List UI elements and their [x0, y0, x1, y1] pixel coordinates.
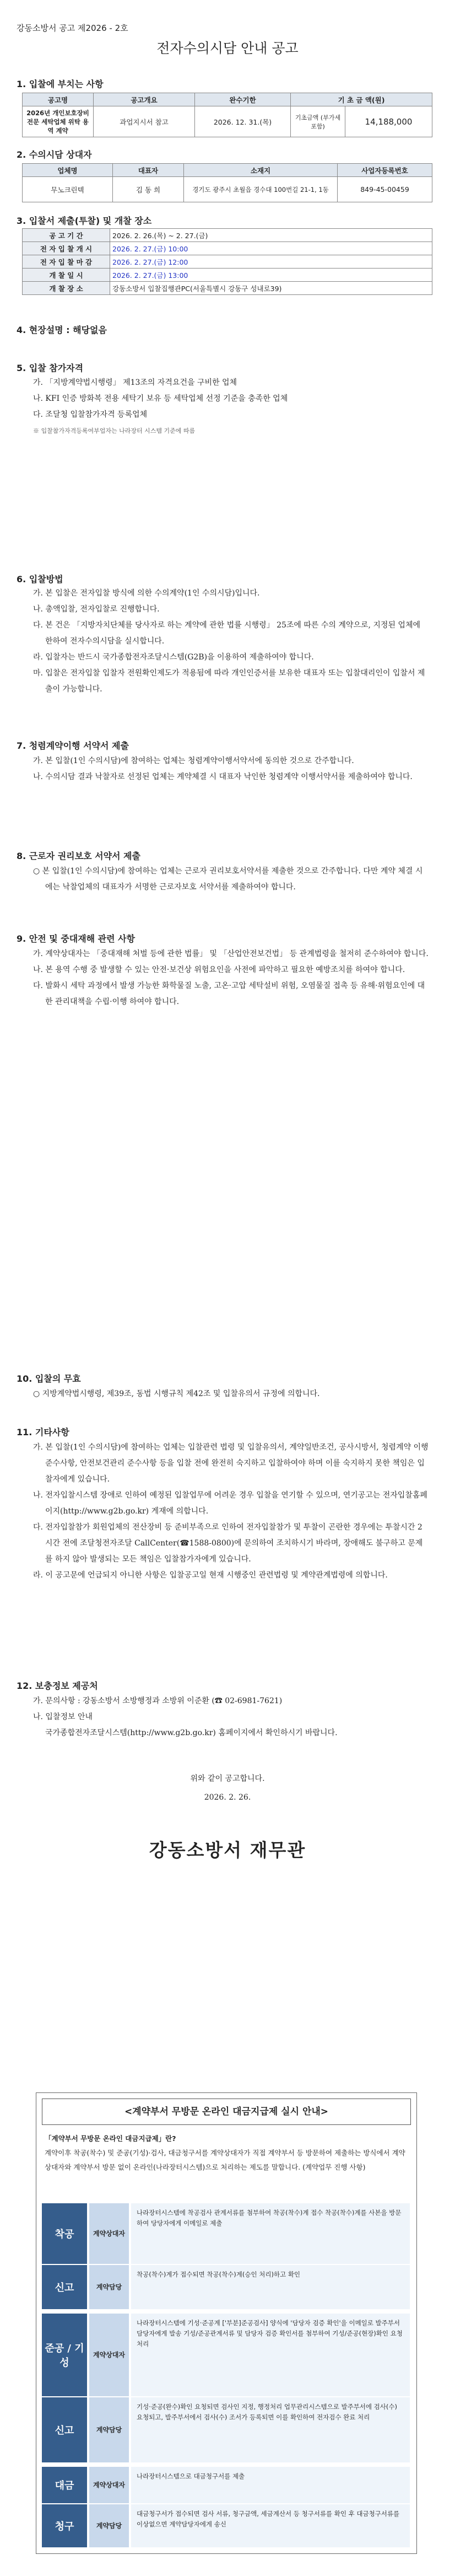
col-header: 소재지: [184, 164, 338, 177]
role-officer: 계약담당: [89, 2397, 129, 2462]
closing-statement: 위와 같이 공고합니다.: [190, 1774, 265, 1783]
role-contractor: 계약상대자: [89, 2467, 129, 2503]
section-10-heading: 10. 입찰의 무효: [17, 1373, 81, 1384]
col-header: 기 초 금 액(원): [291, 93, 432, 106]
payment-guide-title: <계약부서 무방문 온라인 대금지급제 실시 안내>: [42, 2099, 411, 2125]
category-payment: 대금: [42, 2467, 87, 2503]
section-4-heading: 4. 현장설명 : 해당없음: [17, 325, 107, 335]
section-8-body: [33, 863, 430, 895]
col-header: 완수기한: [195, 93, 291, 106]
payment-guide-box: [36, 2092, 417, 2554]
section-11-heading: 11. 기타사항: [17, 1427, 69, 1437]
section-9-heading: 9. 안전 및 중대재해 관련 사항: [17, 933, 136, 944]
section-9-body: [33, 946, 430, 1010]
section-7-heading: 7. 청렴계약이행 서약서 제출: [17, 740, 129, 751]
section-6-heading: 6. 입찰방법: [17, 574, 63, 584]
category-claim: 청구: [42, 2504, 87, 2547]
integrity-item: 나. 수의시담 결과 낙찰자로 선정된 업체는 계약체결 시 대표자 낙인한 청렴계약 이행서약서를 제출하여야 합니다.: [33, 772, 413, 781]
role-officer: 계약담당: [89, 2504, 129, 2547]
role-description: 나라장터시스템에 착공검사 관계서류를 첨부하여 착공(착수)계 접수 착공(착수)계를 사본을 방문하여 당당자에게 이메일로 제출: [131, 2203, 410, 2264]
col-header: 공고명: [23, 93, 94, 106]
ceo-name: 김 동 희: [113, 177, 184, 202]
method-item: 가. 본 입찰은 전자입찰 방식에 의한 수의계약(1인 수의시담)입니다.: [33, 589, 260, 598]
section-5-body: [33, 375, 430, 439]
amount-value: 14,188,000: [345, 106, 432, 137]
notice-number: 강동소방서 공고 제2026 - 2호: [17, 23, 128, 33]
col-header: 공고개요: [94, 93, 195, 106]
schedule-value: 강동소방서 입찰집행관PC(서울특별시 강동구 성내로39): [110, 282, 432, 295]
section-3-heading: 3. 입찰서 제출(투찰) 및 개찰 장소: [17, 216, 152, 226]
schedule-value: 2026. 2. 27.(금) 13:00: [110, 269, 432, 282]
role-contractor: 계약상대자: [89, 2203, 129, 2264]
schedule-table: [22, 228, 432, 295]
category-start: 착공: [42, 2203, 87, 2264]
category-report: 신고: [42, 2265, 87, 2309]
misc-item: 다. 전자입찰참가 회원업체의 전산장비 등 준비부족으로 인하여 전자입찰참가 및 투찰이 곤란한 경우에는 투찰시간 2시간 전에 조달청전자조달 CallCenter(☎1588-0800)에 문의하여 조치하시기 바라며, 장애해도 불구하고 문제를 하지 않아 발생되는 모든 책임은 입찰참가자에게 있습니다.: [33, 1523, 423, 1564]
info-item: 국가종합전자조달시스템(http://www.g2b.go.kr) 홈페이지에서 확인하시기 바랍니다.: [45, 1729, 338, 1737]
safety-item: 가. 계약상대자는 「중대재해 처벌 등에 관한 법률」 및 「산업안전보건법」 등 관계법령을 철저히 준수하여야 합니다.: [33, 949, 429, 958]
role-description: 대금청구서가 접수되면 검사 서류, 청구금액, 세금계산서 등 청구서류를 확인 후 대금청구서류를 이상없으면 계약담당자에게 송신: [131, 2504, 410, 2547]
section-12-body: [33, 1693, 430, 1741]
safety-item: 나. 본 용역 수행 중 발생할 수 있는 안전·보건상 위험요인을 사전에 파악하고 필요한 예방조치를 하여야 합니다.: [33, 965, 405, 974]
invalid-item: ○ 지방계약법시행령, 제39조, 동법 시행규칙 제42조 및 입찰유의서 규정에 의합니다.: [33, 1389, 320, 1398]
role-officer: 계약담당: [89, 2265, 129, 2309]
section-1-heading: 1. 입찰에 부치는 사항: [17, 79, 104, 89]
info-item: 나. 입찰정보 안내: [33, 1713, 93, 1721]
company-address: 경기도 광주시 초월읍 경수대 100번길 21-1, 1동: [184, 177, 338, 202]
method-item: 나. 총액입찰, 전자입찰로 진행합니다.: [33, 605, 160, 614]
role-description: 나라장터시스템에 기성·준공계 ['부분]준공검사] 양식에 '담당자 검증 확인'을 이메일로 발주부서 담당자에게 발송 기성/준공관계서류 및 담당자 검증 확인서를 첨부하여 기성/준공(현장)확인 요청 처리: [131, 2314, 410, 2396]
company-name: 무노크린텍: [23, 177, 113, 202]
section-2-heading: 2. 수의시담 상대자: [17, 149, 92, 160]
schedule-label: 전 자 입 찰 마 감: [23, 255, 110, 269]
section-12-heading: 12. 보충정보 제공처: [17, 1681, 98, 1691]
safety-item: 다. 발화시 세탁 과정에서 발생 가능한 화학물질 노출, 고온·고압 세탁설비 위험, 오염물질 접촉 등 유해·위험요인에 대한 관리대책을 수립·이행 하여야 합니다.: [33, 981, 425, 1006]
intro-text: 계약이후 착공(착수) 및 준공(기성)·검사, 대금청구서를 계약상대자가 직접 계약부서 등 방문하여 제출하는 방식에서 계약상대자와 계약부서 방문 없이 온라인(나라장터시스템)으로 처리하는 제도를 말합니다. (계약업무 진행 사항): [45, 2149, 405, 2171]
qualification-item: 가. 「지방계약법시행령」 제13조의 자격요건을 구비한 업체: [33, 378, 237, 387]
schedule-value: 2026. 2. 26.(목) ~ 2. 27.(금): [110, 229, 432, 242]
qualification-item: 다. 조달청 입찰참가자격 등록업체: [33, 410, 148, 419]
bid-overview: 과업지시서 참고: [94, 106, 195, 137]
section-11-body: [33, 1440, 430, 1584]
category-report: 신고: [42, 2397, 87, 2462]
section-6-body: [33, 586, 430, 697]
bid-deadline: 2026. 12. 31.(목): [195, 106, 291, 137]
payment-guide-intro: [45, 2132, 408, 2175]
method-item: 다. 본 건은 「지방자치단체를 당사자로 하는 계약에 관한 법률 시행령」 25조에 따른 수의 계약으로, 지정된 업체에 한하여 전자수의시담을 실시합니다.: [33, 621, 420, 646]
info-item: 가. 문의사항 : 강동소방서 소방행정과 소방위 이준환 (☎ 02-6981-7621): [33, 1697, 283, 1705]
col-header: 사업자등록번호: [338, 164, 432, 177]
section-8-heading: 8. 근로자 권리보호 서약서 제출: [17, 851, 140, 861]
section-5-heading: 5. 입찰 참가자격: [17, 363, 84, 373]
schedule-label: 개 찰 일 시: [23, 269, 110, 282]
section-7-body: [33, 753, 430, 785]
col-header: 대표자: [113, 164, 184, 177]
role-description: 착공(착수)계가 접수되면 착공(착수)계(승인 처리)하고 확인: [131, 2265, 410, 2309]
schedule-label: 개 찰 장 소: [23, 282, 110, 295]
misc-item: 가. 본 입찰(1인 수의시담)에 참여하는 업체는 입찰관련 법령 및 입찰유의서, 계약일반조건, 공사시방서, 청렴계약 이행 준수사항, 안전보건관리 준수사항 등을 입찰 전에 완전히 숙지하고 입찰하여야 하며 이를 숙지하지 못한 책임은 입찰자에게 있습니다.: [33, 1443, 429, 1484]
misc-item: 라. 이 공고문에 언급되지 아니한 사항은 입찰공고일 현재 시행중인 관련법령 및 계약관계법령에 의합니다.: [33, 1571, 388, 1580]
schedule-label: 전 자 입 찰 개 시: [23, 242, 110, 255]
col-header: 업체명: [23, 164, 113, 177]
schedule-value: 2026. 2. 27.(금) 12:00: [110, 255, 432, 269]
intro-question: 「계약부서 무방문 온라인 대금지급제」란?: [45, 2134, 176, 2143]
qualification-item: 나. KFI 인증 방화복 전용 세탁기 보유 등 세탁업체 선정 기준을 충족한 업체: [33, 394, 288, 403]
closing-date: 2026. 2. 26.: [204, 1793, 251, 1802]
schedule-value: 2026. 2. 27.(금) 10:00: [110, 242, 432, 255]
section-2-table: [22, 163, 432, 202]
worker-rights-item: ○ 본 입찰(1인 수의시담)에 참여하는 업체는 근로자 권리보호서약서를 제출한 것으로 간주합니다. 다만 계약 체결 시에는 낙찰업체의 대표자가 서명한 근로자보호 서약서를 제출하여야 합니다.: [33, 867, 423, 892]
section-10-body: [33, 1386, 430, 1402]
issuing-organization: 강동소방서 재무관: [149, 1839, 306, 1861]
method-item: 라. 입찰자는 반드시 국가종합전자조달시스템(G2B)을 이용하여 제출하여야 합니다.: [33, 653, 314, 662]
misc-item: 나. 전자입찰시스템 장애로 인하여 예정된 입찰업무에 어려운 경우 입찰을 연기할 수 있으며, 연기공고는 전자입찰홈페이지(http://www.g2b.go.kr) 게재에 의합니다.: [33, 1491, 427, 1516]
business-number: 849-45-00459: [338, 177, 432, 202]
amount-label: 기초금액 (부가세포함): [291, 106, 345, 137]
role-description: 나라장터시스템으로 대금청구서를 제출: [131, 2467, 410, 2503]
category-completion: 준공 / 기성: [42, 2314, 87, 2396]
role-description: 기성·준공(완수)확인 요청되면 검사인 지정, 행정처리 업무관리시스템으로 발주부서에 검사(수) 요청되고, 발주부서에서 검사(수) 조서가 등록되면 이를 확인하여 전자검수 완료 처리: [131, 2397, 410, 2462]
method-item: 마. 입찰은 전자입찰 입찰자 전원확인제도가 적용됨에 따라 개인인증서를 보유한 대표자 또는 입찰대리인이 입찰서 제출이 가능합니다.: [33, 669, 425, 694]
integrity-item: 가. 본 입찰(1인 수의시담)에 참여하는 업체는 청렴계약이행서약서에 동의한 것으로 간주합니다.: [33, 756, 354, 765]
section-1-table: [22, 93, 432, 137]
bid-name: 2026년 개인보호장비 전문 세탁업체 위탁 용역 계약: [23, 106, 94, 137]
schedule-label: 공 고 기 간: [23, 229, 110, 242]
page-title: 전자수의시담 안내 공고: [156, 40, 299, 56]
role-contractor: 계약상대자: [89, 2314, 129, 2396]
qualification-note: ※ 입찰참가자격등록여부업자는 나라장터 시스템 기준에 따름: [33, 427, 196, 434]
